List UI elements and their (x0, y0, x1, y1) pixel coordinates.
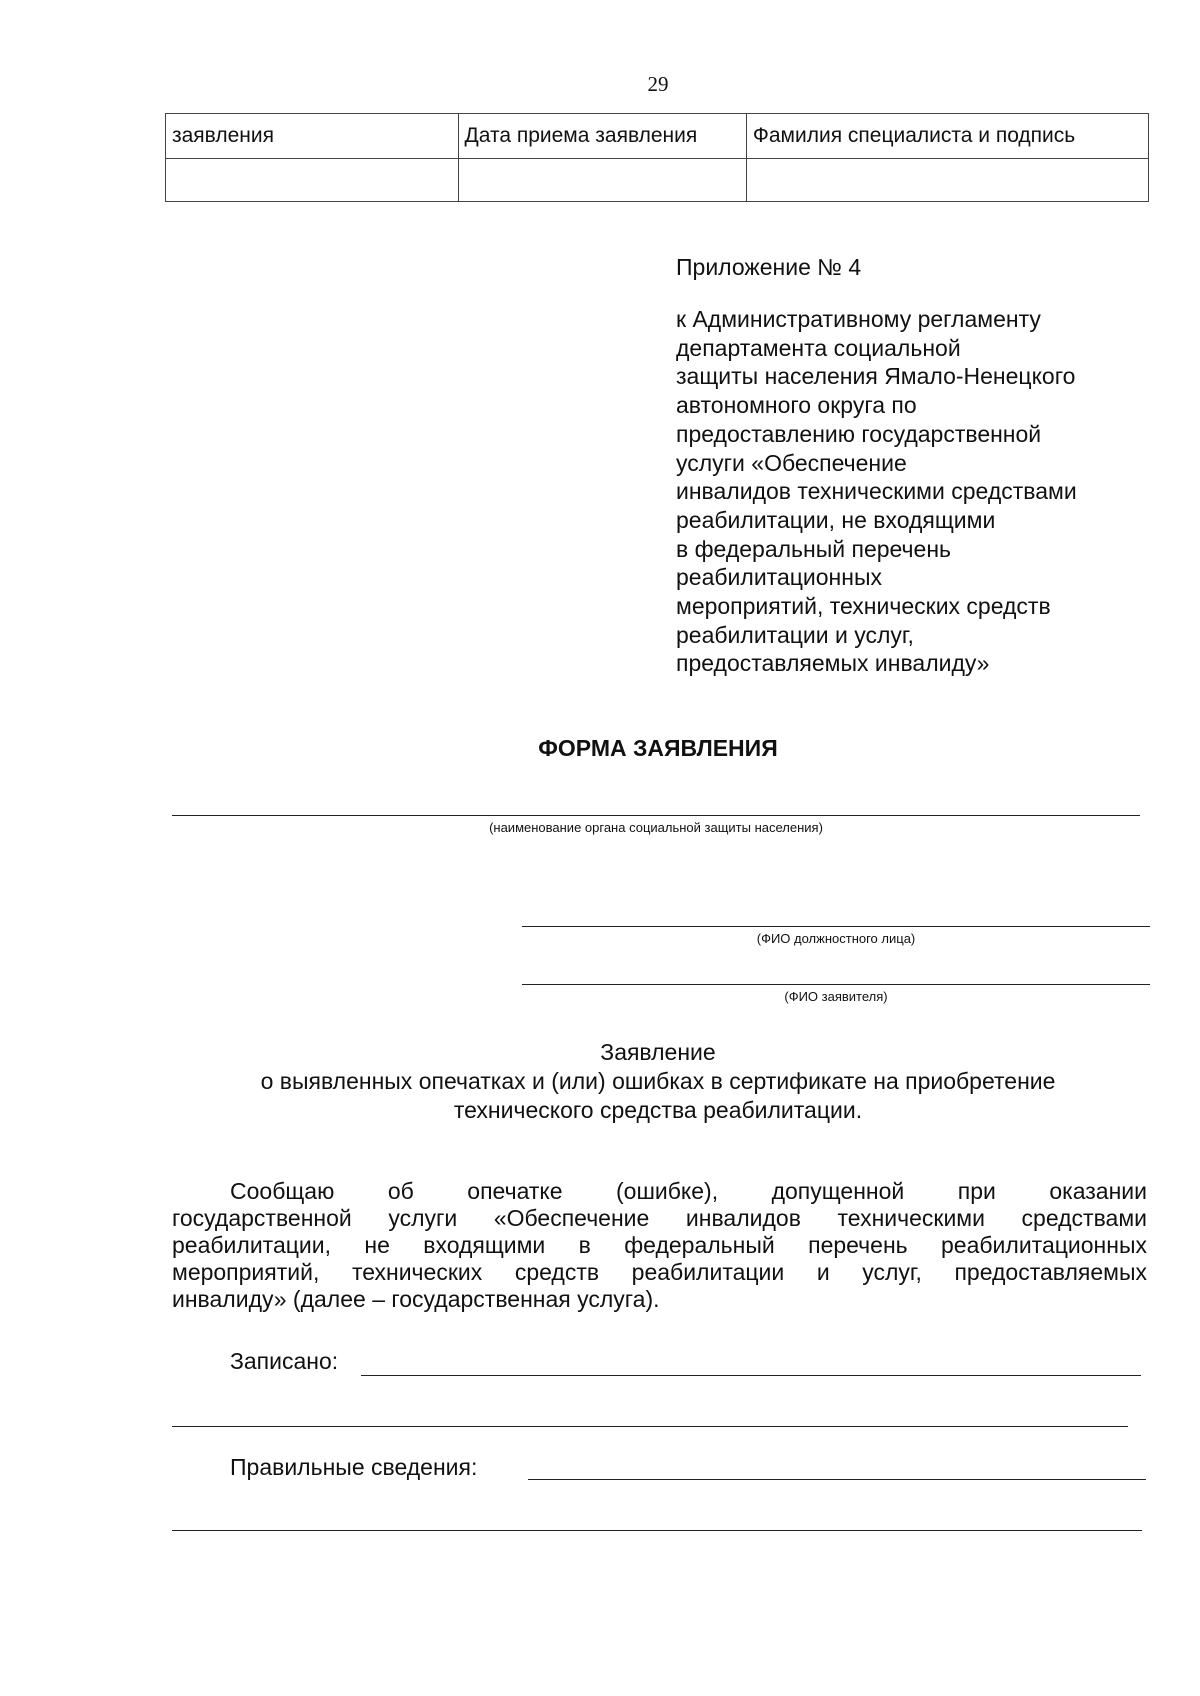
appendix-line: в федеральный перечень (676, 535, 952, 562)
correct-info-label: Правильные сведения: (230, 1454, 478, 1480)
paragraph-line: инвалиду» (далее – государственная услуга). (172, 1286, 660, 1312)
form-title: ФОРМА ЗАЯВЛЕНИЯ (538, 735, 778, 761)
appendix-title: Приложение № 4 (676, 254, 862, 280)
statement-subtitle: технического средства реабилитации. (453, 1097, 863, 1123)
correct-info-input-line[interactable] (528, 1479, 1146, 1480)
table-cell-date: Дата приема заявления (458, 114, 746, 159)
paragraph-line: государственной услуги «Обеспечение инвалидов техническими средствами (172, 1205, 1147, 1231)
recorded-continuation-line[interactable] (172, 1426, 1128, 1427)
paragraph-line: Сообщаю об опечатке (ошибке), допущенной при оказании (230, 1178, 1147, 1204)
appendix-line: мероприятий, технических средств (676, 593, 1051, 620)
appendix-line: к Административному регламенту (676, 306, 1041, 332)
table-empty-row (166, 159, 1149, 202)
appendix-line: предоставляемых инвалиду» (676, 650, 990, 677)
table-empty-cell[interactable] (746, 159, 1148, 202)
authority-caption: (наименование органа социальной защиты населения) (489, 820, 823, 835)
statement-title: Заявление (600, 1039, 716, 1065)
top-table (165, 113, 1149, 202)
appendix-line: инвалидов техническими средствами (676, 478, 1077, 505)
recorded-input-line[interactable] (361, 1375, 1141, 1376)
statement-title-block (0, 1038, 1200, 1125)
table-header-row (166, 114, 1149, 159)
appendix-line: реабилитации, не входящими (676, 506, 996, 533)
appendix-line: автономного округа по (676, 392, 917, 419)
table-empty-cell[interactable] (458, 159, 746, 202)
appendix-line: департамента социальной (676, 334, 961, 361)
appendix-body (676, 305, 1146, 678)
appendix-line: защиты населения Ямало-Ненецкого (676, 363, 1076, 390)
official-name-line[interactable] (522, 926, 1150, 927)
appendix-line: реабилитационных (676, 564, 882, 591)
page-number: 29 (647, 72, 669, 96)
appendix-line: реабилитации и услуг, (676, 621, 914, 648)
body-paragraph (172, 1178, 1147, 1313)
applicant-caption: (ФИО заявителя) (784, 989, 888, 1004)
table-empty-cell[interactable] (166, 159, 459, 202)
paragraph-line: мероприятий, технических средств реабилитации и услуг, предоставляемых (172, 1259, 1147, 1285)
applicant-name-line[interactable] (522, 984, 1150, 985)
paragraph-line: реабилитации, не входящими в федеральный перечень реабилитационных (172, 1232, 1147, 1258)
correct-info-continuation-line[interactable] (172, 1530, 1142, 1531)
official-caption: (ФИО должностного лица) (756, 931, 916, 946)
appendix-line: предоставлению государственной (676, 420, 1042, 447)
appendix-line: услуги «Обеспечение (676, 449, 907, 476)
table-cell-application: заявления (166, 114, 459, 159)
statement-subtitle: о выявленных опечатках и (или) ошибках в сертификате на приобретение (260, 1068, 1056, 1094)
authority-name-line[interactable] (172, 815, 1140, 816)
table-cell-specialist: Фамилия специалиста и подпись (746, 114, 1148, 159)
recorded-label: Записано: (230, 1348, 339, 1374)
